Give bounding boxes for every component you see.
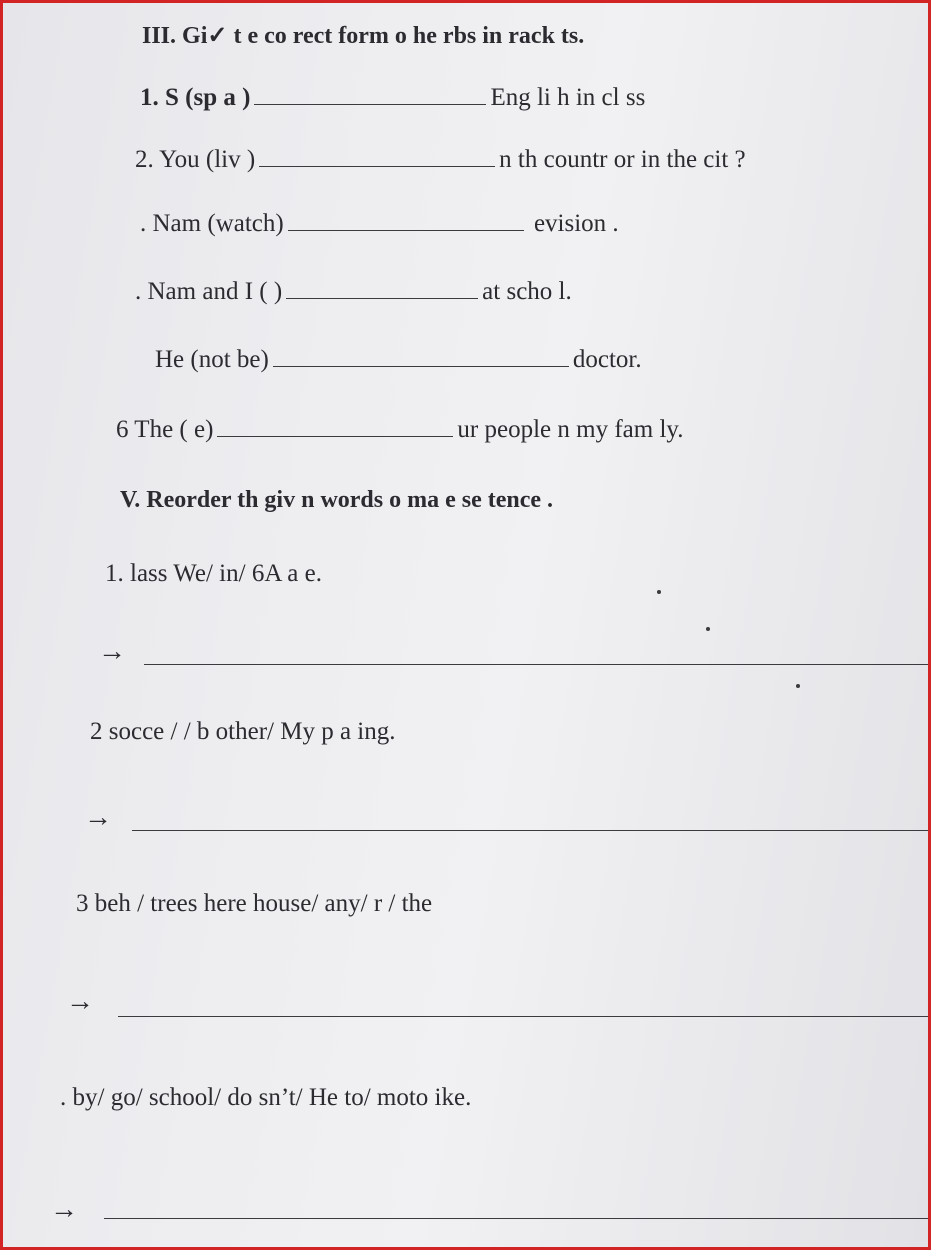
reorder-item-3: 3 beh / trees here house/ any/ r / the xyxy=(76,890,433,917)
item-2-prompt: 2. You (liv ) xyxy=(135,146,256,173)
exercise-3-item-5 xyxy=(155,344,642,376)
exercise-3-item-2 xyxy=(135,144,746,176)
paper-speck xyxy=(706,627,710,631)
exercise-3-item-1 xyxy=(140,82,645,114)
item-2-blank[interactable] xyxy=(259,148,495,167)
answer-line-2[interactable] xyxy=(132,830,928,831)
reorder-item-2: 2 socce / / b other/ My p a ing. xyxy=(90,718,396,745)
reorder-item-1: 1. lass We/ in/ 6A a e. xyxy=(105,560,322,587)
arrow-icon: → xyxy=(50,1194,78,1225)
item-3-blank[interactable] xyxy=(288,212,524,231)
answer-line-4[interactable] xyxy=(104,1218,928,1219)
item-6-prompt: 6 The ( e) xyxy=(116,416,214,443)
arrow-icon: → xyxy=(84,802,112,833)
section-4-heading: V. Reorder th giv n words o ma e se tence . xyxy=(120,487,554,513)
item-3-prompt: . Nam (watch) xyxy=(140,210,284,237)
paper-speck xyxy=(657,590,661,594)
item-1-blank[interactable] xyxy=(254,86,486,105)
item-5-blank[interactable] xyxy=(273,348,569,367)
section-3-heading: III. Gi✓ t e co rect form o he rbs in rack ts. xyxy=(142,23,585,49)
item-6-blank[interactable] xyxy=(217,418,453,437)
item-4-blank[interactable] xyxy=(286,280,478,299)
item-5-prompt: He (not be) xyxy=(155,346,269,373)
answer-line-1[interactable] xyxy=(144,664,928,665)
item-4-rest: at scho l. xyxy=(482,278,572,305)
paper-speck xyxy=(796,684,800,688)
item-4-prompt: . Nam and I ( ) xyxy=(135,278,283,305)
reorder-item-4: . by/ go/ school/ do sn’t/ He to/ moto ike. xyxy=(60,1084,472,1111)
arrow-icon: → xyxy=(98,636,126,667)
exercise-3-item-6 xyxy=(116,414,684,446)
exercise-3-item-3 xyxy=(140,208,619,240)
arrow-icon: → xyxy=(66,986,94,1017)
item-1-rest: Eng li h in cl ss xyxy=(490,84,646,111)
item-1-prompt: 1. S (sp a ) xyxy=(140,84,251,111)
item-5-rest: doctor. xyxy=(572,346,642,373)
item-2-rest: n th countr or in the cit ? xyxy=(499,146,746,173)
exercise-3-item-4 xyxy=(135,276,572,308)
item-3-rest: evision . xyxy=(527,210,619,237)
answer-line-3[interactable] xyxy=(118,1016,928,1017)
item-6-rest: ur people n my fam ly. xyxy=(457,416,684,443)
